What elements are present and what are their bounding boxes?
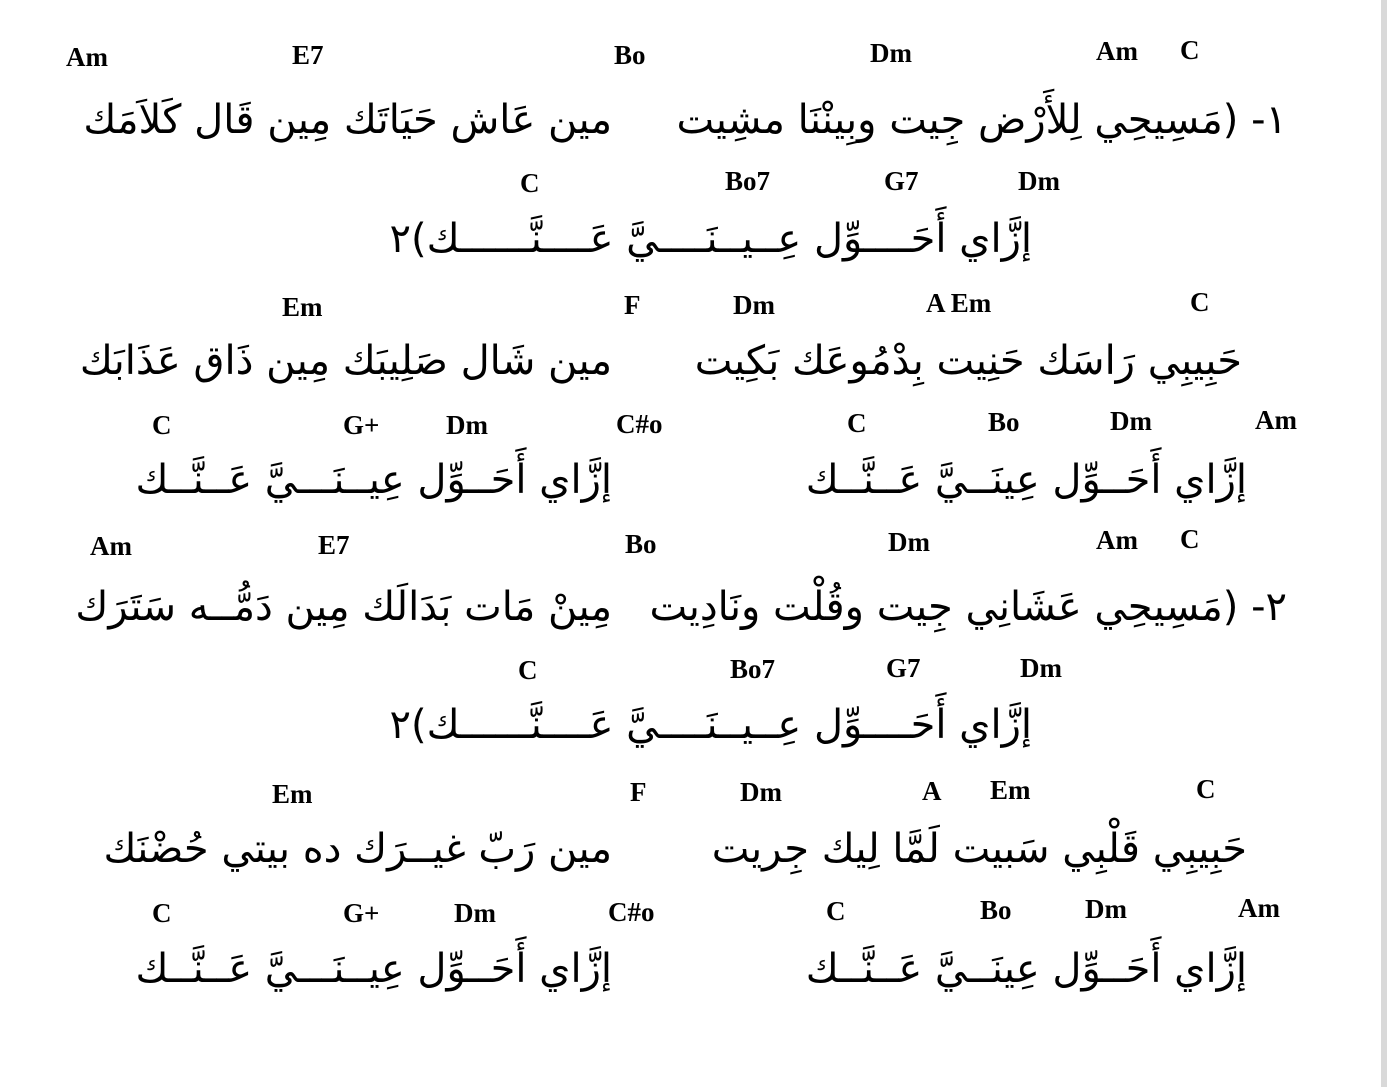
chord: Am xyxy=(1255,405,1297,435)
lyric-line: إزَّاي أَحَــــوِّل عِــيــنَــــيَّ عَــــنَّــــــك)٢ xyxy=(389,216,1032,262)
lyric-line: مين شَال صَلِيبَك مِين ذَاق عَذَابَك xyxy=(79,338,612,384)
chord: Am xyxy=(90,531,132,561)
lyric-line: مين رَبّ غيــرَك ده بيتي حُضْنَك xyxy=(103,826,612,872)
chord: C#o xyxy=(616,409,663,439)
chord: C xyxy=(1180,524,1200,554)
lyric-line: إزَّاي أَحَــوِّل عِينَــيَّ عَــنَّــك xyxy=(805,946,1247,992)
chord: Dm xyxy=(888,527,930,557)
lyric-line: مِينْ مَات بَدَالَك مِين دَمُّــه سَتَرَك xyxy=(75,584,612,630)
chord: Dm xyxy=(740,777,782,807)
chord: Dm xyxy=(446,410,488,440)
lyric-line: إزَّاي أَحَــوِّل عِينَــيَّ عَــنَّــك xyxy=(805,457,1247,503)
chord: G+ xyxy=(343,410,380,440)
chord: Bo xyxy=(614,40,646,70)
chord: C xyxy=(1190,287,1210,317)
chord: A xyxy=(922,776,942,806)
chord: Am xyxy=(1238,893,1280,923)
lyric-line: إزَّاي أَحَــوِّل عِيــنَـــيَّ عَــنَّــك xyxy=(135,946,612,992)
chord: Dm xyxy=(1020,653,1062,683)
chord: Dm xyxy=(733,290,775,320)
chord: C xyxy=(1196,774,1216,804)
chord: Dm xyxy=(870,38,912,68)
lyric-line: مين عَاش حَيَاتَك مِين قَال كَلاَمَك xyxy=(83,97,612,143)
chord: Em xyxy=(272,779,313,809)
chord: Am xyxy=(1096,36,1138,66)
chord: F xyxy=(630,777,647,807)
lyric-line: إزَّاي أَحَــوِّل عِيــنَـــيَّ عَــنَّــك xyxy=(135,457,612,503)
lyric-line: حَبِيبِي قَلْبِي سَبيت لَمَّا لِيك جِريت xyxy=(711,826,1247,872)
chord: F xyxy=(624,290,641,320)
chord: E7 xyxy=(318,530,350,560)
chord: C xyxy=(826,896,846,926)
chord: C#o xyxy=(608,897,655,927)
lyric-line: ١- (مَسِيحِي لِلأَرْض جِيت وبِينْنَا مشِيت xyxy=(676,97,1287,143)
chord: Am xyxy=(1096,525,1138,555)
chord: G7 xyxy=(884,166,919,196)
chord: A Em xyxy=(926,288,992,318)
chord: C xyxy=(518,655,538,685)
lyric-line: ٢- (مَسِيحِي عَشَانِي جِيت وقُلْت ونَادِيت xyxy=(649,584,1287,630)
chord: Bo xyxy=(980,895,1012,925)
chord: C xyxy=(152,898,172,928)
chord: Em xyxy=(282,292,323,322)
chord: Dm xyxy=(454,898,496,928)
chord: Bo7 xyxy=(730,654,776,684)
chord: Dm xyxy=(1085,894,1127,924)
chord: C xyxy=(1180,35,1200,65)
chord: Bo xyxy=(625,529,657,559)
chord: Am xyxy=(66,42,108,72)
page-edge xyxy=(1381,0,1387,1087)
chord: E7 xyxy=(292,40,324,70)
lyric-line: إزَّاي أَحَــــوِّل عِــيــنَــــيَّ عَــــنَّــــــك)٢ xyxy=(389,702,1032,748)
chord: G7 xyxy=(886,653,921,683)
lyric-line: حَبِيبِي رَاسَك حَنِيت بِدْمُوعَك بَكِيت xyxy=(694,338,1242,384)
chord: Bo xyxy=(988,407,1020,437)
chord: Dm xyxy=(1018,166,1060,196)
chord: C xyxy=(152,410,172,440)
chord: C xyxy=(520,168,540,198)
chord: Bo7 xyxy=(725,166,771,196)
chord: Dm xyxy=(1110,406,1152,436)
chord: Em xyxy=(990,775,1031,805)
chord: C xyxy=(847,408,867,438)
chord: G+ xyxy=(343,898,380,928)
